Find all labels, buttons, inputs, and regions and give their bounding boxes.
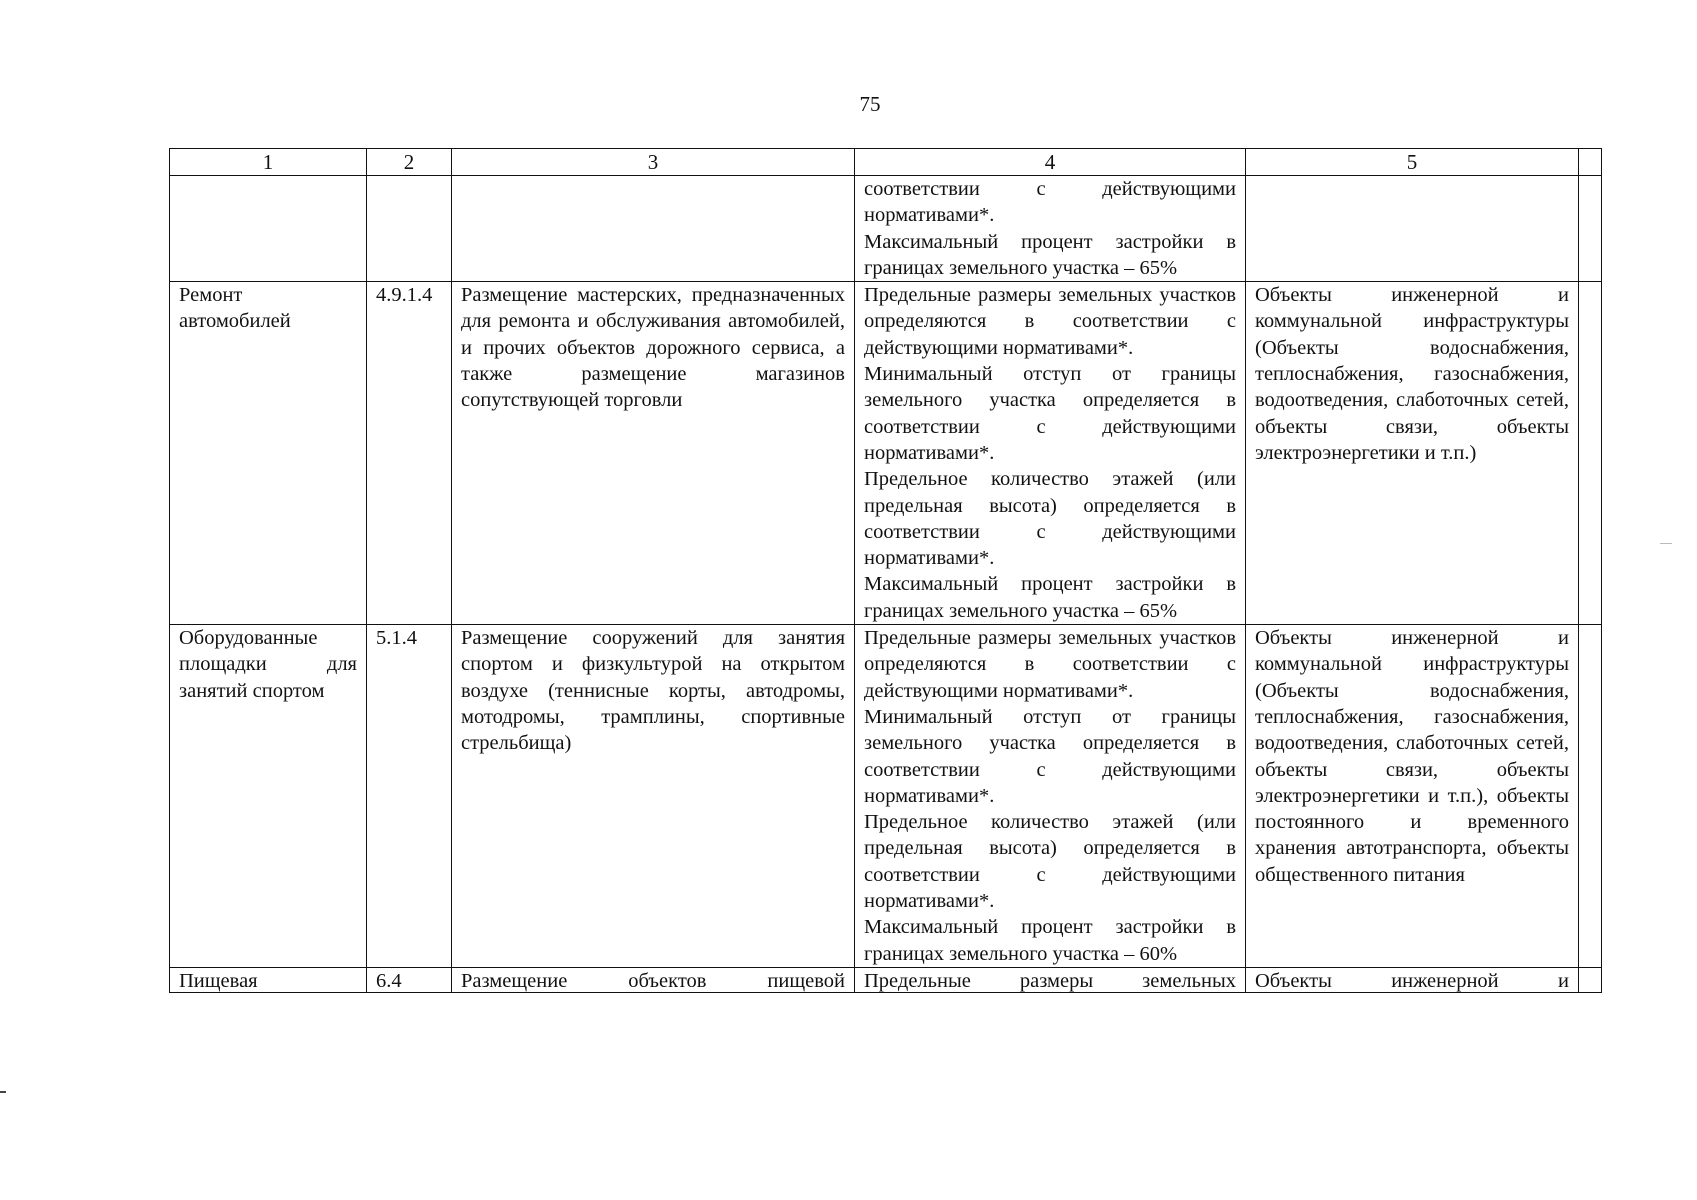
activity-name-cell (170, 625, 367, 968)
activity-description: Размещение мастерских, предназначенных для ремонта и обслуживания автомобилей, и прочих объектов дорожного сервиса, а также размещение магазинов сопутствующей торговли (461, 284, 845, 412)
permitted-objects-cell (1246, 967, 1579, 992)
page-number: 75 (859, 92, 881, 116)
parameters-cell (855, 282, 1246, 625)
activity-description-cell (452, 282, 855, 625)
parameter-text: границах земельного участка – 65% (864, 256, 1178, 279)
parameter-text: Предельные размеры земельных участков определяются в соответствии с действующими нормативами*. (864, 627, 1236, 702)
activity-description-cell (452, 625, 855, 968)
activity-code-cell: 5.1.4 (367, 625, 452, 968)
column-header-1: 1 (170, 149, 367, 176)
scan-edge-mark (0, 1091, 6, 1093)
activity-code: 6.4 (376, 969, 402, 992)
parameter-text: Предельные размеры земельных (864, 969, 1236, 992)
permitted-objects-cell (1246, 282, 1579, 625)
extra-cell (1579, 625, 1602, 968)
column-header-2: 2 (367, 149, 452, 176)
header-row (170, 149, 1602, 176)
activity-description: Размещение объектов пищевой (461, 969, 845, 992)
column-header-5: 5 (1246, 149, 1579, 176)
column-header-4: 4 (855, 149, 1246, 176)
activity-name-cell (170, 176, 367, 282)
zoning-table (169, 148, 1602, 993)
parameters-cell (855, 176, 1246, 282)
permitted-objects: Объекты инженерной и коммунальной инфраструктуры (Объекты водоснабжения, теплоснабжения, газоснабжения, водоотведения, слаботочных сетей, объекты связи, объекты электроэнергетики и т.п.), объекты постоянного и временного хранения автотранспорта, объекты общественного питания (1255, 627, 1569, 886)
parameter-text: Максимальный процент застройки в границах земельного участка – 60% (864, 916, 1236, 965)
activity-description-cell (452, 967, 855, 992)
activity-name-cell (170, 282, 367, 625)
table-row (170, 967, 1602, 992)
permitted-objects-cell (1246, 625, 1579, 968)
parameter-text: Максимальный процент застройки в (864, 230, 1236, 253)
scan-edge-mark (1660, 543, 1672, 544)
activity-name-cell (170, 967, 367, 992)
permitted-objects-cell (1246, 176, 1579, 282)
permitted-objects: Объекты инженерной и коммунальной инфраструктуры (Объекты водоснабжения, теплоснабжения, газоснабжения, водоотведения, слаботочных сетей, объекты связи, объекты электроэнергетики и т.п.) (1255, 284, 1569, 464)
parameter-text: Предельное количество этажей (или предельная высота) определяется в соответствии с действующими нормативами*. (864, 468, 1236, 570)
parameter-text: нормативами*. (864, 204, 995, 227)
parameter-text: Предельные размеры земельных участков определяются в соответствии с действующими нормативами*. (864, 284, 1236, 359)
parameter-text: Предельное количество этажей (или предельная высота) определяется в соответствии с действующими нормативами*. (864, 811, 1236, 913)
activity-name: Пищевая (179, 969, 258, 992)
extra-cell (1579, 176, 1602, 282)
table-row (170, 282, 1602, 625)
parameter-text: Минимальный отступ от границы земельного участка определяется в соответствии с действующими нормативами*. (864, 363, 1236, 464)
permitted-objects: Объекты инженерной и (1255, 969, 1569, 992)
activity-description-cell (452, 176, 855, 282)
activity-name: Оборудованные площадки для занятий спортом (179, 627, 357, 702)
parameter-text: Минимальный отступ от границы земельного участка определяется в соответствии с действующими нормативами*. (864, 705, 1236, 807)
activity-description: Размещение сооружений для занятия спортом и физкультурой на открытом воздухе (теннисные корты, автодромы, мотодромы, трамплины, спортивные стрельбища) (461, 627, 845, 755)
parameters-cell (855, 967, 1246, 992)
column-header-3: 3 (452, 149, 855, 176)
extra-cell (1579, 967, 1602, 992)
parameter-text: соответствии с действующими (864, 178, 1236, 200)
activity-code-cell (367, 176, 452, 282)
table-row (170, 625, 1602, 968)
table-row (170, 176, 1602, 282)
activity-name: Ремонт автомобилей (179, 284, 291, 333)
activity-code-cell: 4.9.1.4 (367, 282, 452, 625)
parameter-text: Максимальный процент застройки в границах земельного участка – 65% (864, 573, 1236, 622)
parameters-cell (855, 625, 1246, 968)
activity-code-cell (367, 967, 452, 992)
extra-cell (1579, 282, 1602, 625)
column-header-extra (1579, 149, 1602, 176)
